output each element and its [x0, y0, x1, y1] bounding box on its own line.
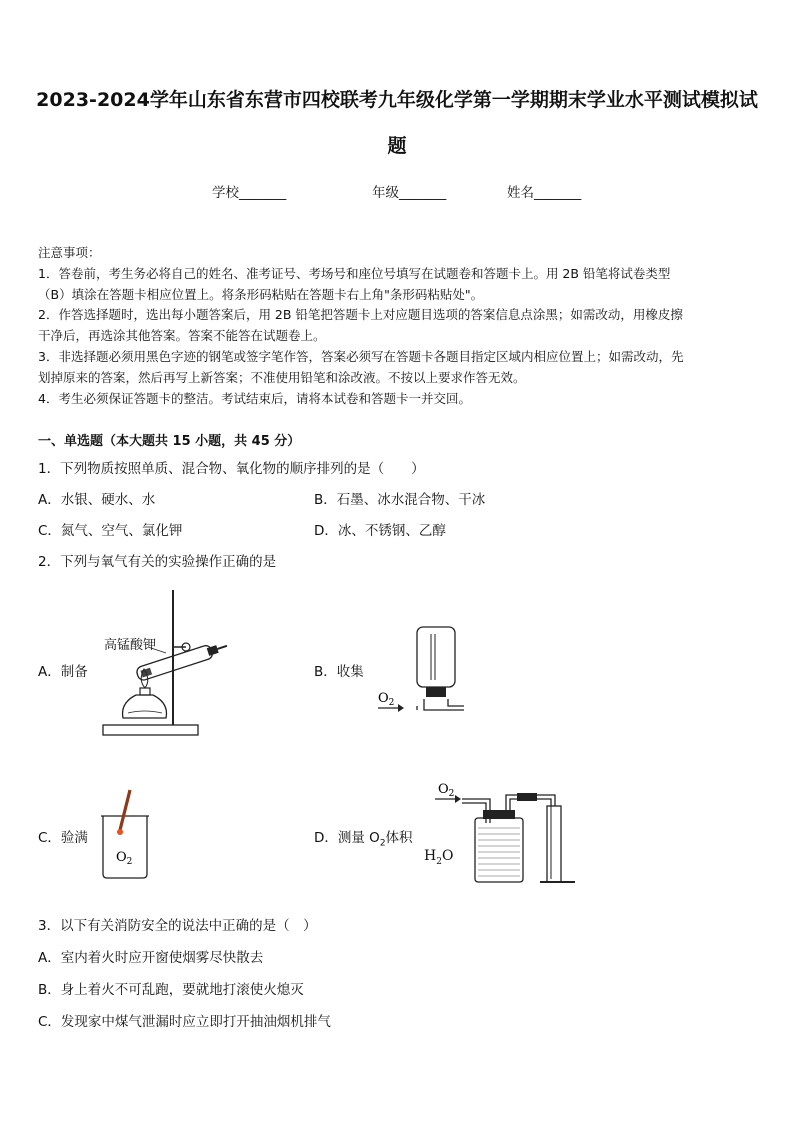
figure-c-splint-test [98, 786, 158, 882]
kmno4-label: 高锰酸钾 [104, 638, 157, 653]
school-field: 学校_______ [212, 185, 287, 201]
q2-option-a: A．制备 [38, 664, 88, 680]
q1-option-b: B．石墨、冰水混合物、干冰 [314, 492, 486, 508]
stopper [426, 687, 446, 697]
notice-line: 2．作答选择题时，选出每小题答案后，用 2B 铅笔把答题卡上对应题目选项的答案信息点涂黑；如需改动，用橡皮擦 [38, 307, 683, 323]
notice-line: 划掉原来的答案，然后再写上新答案；不准使用铅笔和涂改液。不按以上要求作答无效。 [38, 369, 526, 385]
title-line-2: 题 [387, 135, 407, 157]
q1-option-a: A．水银、硬水、水 [38, 492, 156, 508]
q1-option-d: D．冰、不锈钢、乙醇 [314, 523, 446, 539]
question-3-stem: 3．以下有关消防安全的说法中正确的是（ ） [38, 918, 317, 934]
notice-line: 4．考生必须保证答题卡的整洁。考试结束后，请将本试卷和答题卡一并交回。 [38, 390, 471, 406]
water [478, 828, 520, 876]
section-heading: 一、单选题（本大题共 15 小题，共 45 分） [38, 434, 301, 449]
figure-b-collection [372, 622, 472, 722]
water-bottle [475, 818, 523, 882]
title-line-1: 2023-2024学年山东省东营市四校联考九年级化学第一学期期末学业水平测试模拟试 [36, 89, 758, 111]
q3-option-c: C．发现家中煤气泄漏时应立即打开抽油烟机排气 [38, 1014, 331, 1030]
gas-bottle [417, 627, 455, 687]
o2-label-d: $O_2$ [438, 782, 455, 799]
wooden-splint [120, 790, 130, 830]
question-2-stem: 2．下列与氧气有关的实验操作正确的是 [38, 554, 277, 570]
o2-label-b: $O_2$ [378, 691, 395, 708]
q1-option-c: C．氮气、空气、氯化钾 [38, 523, 183, 539]
notice-line: 干净后，再选涂其他答案。答案不能答在试题卷上。 [38, 328, 326, 344]
glow-tip [117, 829, 123, 835]
rubber-connector [517, 793, 537, 801]
q3-option-a: A．室内着火时应开窗使烟雾尽快散去 [38, 950, 264, 966]
name-field: 姓名_______ [507, 185, 582, 201]
notice-line: 3．非选择题必须用黑色字迹的钢笔或签字笔作答，答案必须写在答题卡各题目指定区域内相应位置上；如需改动，先 [38, 348, 684, 364]
question-1-stem: 1．下列物质按照单质、混合物、氧化物的顺序排列的是（ ） [38, 461, 425, 477]
q2-option-b: B．收集 [314, 664, 364, 680]
grade-field: 年级_______ [372, 185, 447, 201]
notice-heading: 注意事项： [38, 245, 101, 260]
h2o-label: $H_2O$ [424, 848, 454, 867]
figure-a-heating-apparatus [98, 585, 238, 745]
stand-base [103, 725, 198, 735]
q2-option-d-sub: 2 [379, 838, 386, 849]
q2-option-d [314, 826, 413, 849]
notice-block [38, 243, 758, 409]
q3-option-b: B．身上着火不可乱跑，要就地打滚使火熄灭 [38, 982, 304, 998]
alcohol-lamp [123, 695, 167, 718]
graduated-cylinder [547, 806, 561, 882]
o2-label-c: $O_2$ [116, 850, 133, 867]
q2-option-c: C．验满 [38, 830, 88, 846]
notice-line: （B）填涂在答题卡相应位置上。将条形码粘贴在答题卡右上角"条形码粘贴处"。 [38, 286, 484, 302]
q2-option-d-prefix: D．测量 O [314, 830, 380, 846]
gas-bottle [103, 816, 147, 878]
figure-d-volume-measure [420, 778, 580, 886]
notice-line: 1．答卷前，考生务必将自己的姓名、准考证号、考场号和座位号填写在试题卷和答题卡上。用 2B 铅笔将试卷类型 [38, 265, 671, 281]
q2-option-d-suffix: 体积 [385, 830, 413, 846]
page-title [30, 77, 764, 169]
